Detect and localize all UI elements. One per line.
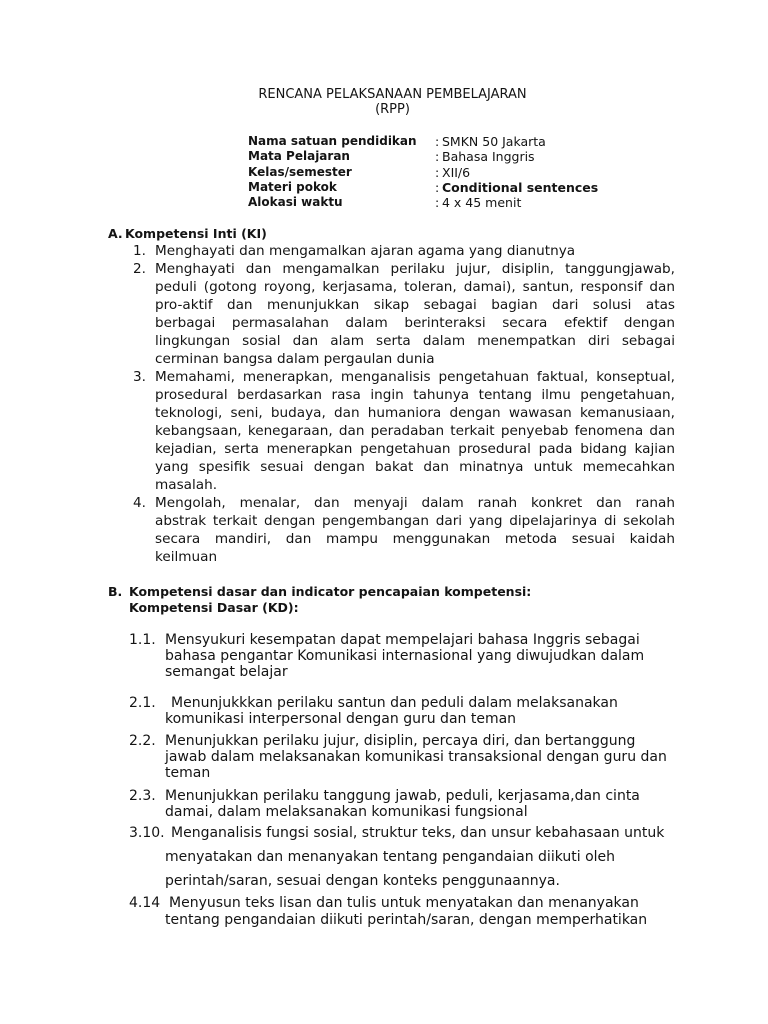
kd-item-line: menyatakan dan menanyakan tentang pengandaian diikuti oleh xyxy=(165,849,616,865)
section-b-heading: Kompetensi dasar dan indicator pencapaian kompetensi: xyxy=(129,584,532,599)
ki-item xyxy=(0,242,768,260)
kd-item-line: Menunjukkan perilaku jujur, disiplin, percaya diri, dan bertanggung xyxy=(165,733,636,749)
ki-item-line: secara mandiri, dan mampu menggunakan metoda sesuai kaidah xyxy=(155,531,675,547)
document-title-line-1: RENCANA PELAKSANAAN PEMBELAJARAN xyxy=(258,87,527,102)
ki-list xyxy=(0,242,768,566)
ki-item-text xyxy=(155,260,675,368)
identity-row xyxy=(248,180,598,195)
identity-separator: : xyxy=(435,195,440,211)
ki-item-text xyxy=(155,368,675,494)
kd-item-line: teman xyxy=(165,765,211,781)
kd-item-text xyxy=(165,821,768,893)
kd-item xyxy=(0,895,768,929)
ki-item-line: abstrak terkait dengan pengembangan dari yang dipelajarinya di sekolah xyxy=(155,513,675,529)
kd-item xyxy=(0,632,768,680)
document-title-line-2: (RPP) xyxy=(375,102,410,117)
kd-item xyxy=(0,788,768,820)
kd-item-line: Menunjukkkan perilaku santun dan peduli dalam melaksanakan xyxy=(171,695,618,711)
ki-item-text xyxy=(155,242,675,260)
identity-row xyxy=(248,134,598,149)
kd-item-number: 1.1. xyxy=(129,632,156,648)
ki-item-line: yang spesifik sesuai dengan bakat dan minatnya untuk memecahkan xyxy=(155,459,675,475)
kd-item-number: 4.14 xyxy=(129,895,161,911)
ki-item-number: 2. xyxy=(133,261,146,277)
kd-item-number: 2.1. xyxy=(129,695,156,711)
section-b-subheading: Kompetensi Dasar (KD): xyxy=(129,600,299,615)
ki-item-number: 3. xyxy=(133,369,146,385)
kd-item-line: damai, dalam melaksanakan komunikasi fungsional xyxy=(165,804,528,820)
kd-item-line: perintah/saran, sesuai dengan konteks penggunaannya. xyxy=(165,873,560,889)
ki-item-line: lingkungan sosial dan alam serta dalam menempatkan diri sebagai xyxy=(155,333,675,349)
identity-label: Materi pokok xyxy=(248,179,337,194)
kd-item xyxy=(0,733,768,781)
kd-item-text xyxy=(165,788,768,820)
kd-item-number: 3.10. xyxy=(129,825,165,841)
ki-item-line: Menghayati dan mengamalkan perilaku jujur, disiplin, tanggungjawab, xyxy=(155,261,675,277)
identity-separator: : xyxy=(435,134,440,149)
identity-separator: : xyxy=(435,149,440,165)
ki-item-line: kebangsaan, kenegaraan, dan peradaban terkait penyebab fenomena dan xyxy=(155,423,675,439)
identity-row xyxy=(248,195,598,210)
section-b-header xyxy=(108,584,531,616)
ki-item-line: masalah. xyxy=(155,477,218,493)
identity-table xyxy=(248,134,598,210)
ki-item-line: peduli (gotong royong, kerjasama, toleran, damai), santun, responsif dan xyxy=(155,279,675,295)
section-b-letter: B. xyxy=(108,584,123,599)
ki-item-text xyxy=(155,494,675,566)
identity-label: Alokasi waktu xyxy=(248,195,343,210)
identity-row xyxy=(248,149,598,164)
kd-item xyxy=(0,695,768,727)
identity-value: SMKN 50 Jakarta xyxy=(442,134,546,149)
section-a-letter: A. xyxy=(108,226,123,241)
ki-item-line: berbagai permasalahan dalam berinteraksi secara efektif dengan xyxy=(155,315,675,331)
identity-separator: : xyxy=(435,164,440,180)
identity-label: Nama satuan pendidikan xyxy=(248,134,417,148)
identity-separator: : xyxy=(435,179,440,195)
ki-item xyxy=(0,260,768,368)
ki-item-number: 1. xyxy=(133,243,146,259)
ki-item-line: cerminan bangsa dalam pergaulan dunia xyxy=(155,351,435,367)
kd-item-line: Menunjukkan perilaku tanggung jawab, peduli, kerjasama,dan cinta xyxy=(165,788,640,804)
kd-item-line: Menganalisis fungsi sosial, struktur teks, dan unsur kebahasaan untuk xyxy=(171,825,665,841)
kd-item-number: 2.3. xyxy=(129,788,156,804)
ki-item-line: keilmuan xyxy=(155,549,218,565)
identity-row xyxy=(248,165,598,180)
kd-item-line: Menyusun teks lisan dan tulis untuk menyatakan dan menanyakan xyxy=(169,895,639,911)
kd-item-line: Mensyukuri kesempatan dapat mempelajari bahasa Inggris sebagai xyxy=(165,632,640,648)
ki-item-line: teknologi, seni, budaya, dan humaniora dengan wawasan kemanusiaan, xyxy=(155,405,675,421)
ki-item-line: Memahami, menerapkan, menganalisis pengetahuan faktual, konseptual, xyxy=(155,369,675,385)
identity-value: Bahasa Inggris xyxy=(442,149,535,165)
ki-item-line: Mengolah, menalar, dan menyaji dalam ranah konkret dan ranah xyxy=(155,495,675,511)
ki-item-line: prosedural berdasarkan rasa ingin tahunya tentang ilmu pengetahuan, xyxy=(155,387,675,403)
ki-item-line: pro-aktif dan menunjukkan sikap sebagai bagian dari solusi atas xyxy=(155,297,675,313)
kd-item-text xyxy=(165,695,768,727)
kd-item-text xyxy=(165,632,768,680)
kd-item-line: jawab dalam melaksanakan komunikasi transaksional dengan guru dan xyxy=(165,749,667,765)
identity-value: Conditional sentences xyxy=(442,179,599,195)
kd-item-line: bahasa pengantar Komunikasi internasional yang diwujudkan dalam xyxy=(165,648,645,664)
identity-label: Kelas/semester xyxy=(248,164,352,179)
kd-item-line: tentang pengandaian diikuti perintah/saran, dengan memperhatikan xyxy=(165,912,648,928)
kd-item-text xyxy=(165,733,768,781)
kd-item xyxy=(0,821,768,893)
identity-value: XII/6 xyxy=(442,164,471,180)
identity-label: Mata Pelajaran xyxy=(248,149,350,164)
document-title xyxy=(200,87,585,117)
ki-item-number: 4. xyxy=(133,495,146,511)
ki-item-line: kejadian, serta menerapkan pengetahuan prosedural pada bidang kajian xyxy=(155,441,675,457)
kd-item-text xyxy=(165,895,768,929)
ki-item xyxy=(0,494,768,566)
kd-item-line: komunikasi interpersonal dengan guru dan teman xyxy=(165,711,517,727)
ki-item xyxy=(0,368,768,494)
section-a-heading: Kompetensi Inti (KI) xyxy=(125,226,267,241)
kd-item-line: semangat belajar xyxy=(165,664,288,680)
identity-value: 4 x 45 menit xyxy=(442,195,522,211)
ki-item-line: Menghayati dan mengamalkan ajaran agama yang dianutnya xyxy=(155,243,576,259)
kd-item-number: 2.2. xyxy=(129,733,156,749)
